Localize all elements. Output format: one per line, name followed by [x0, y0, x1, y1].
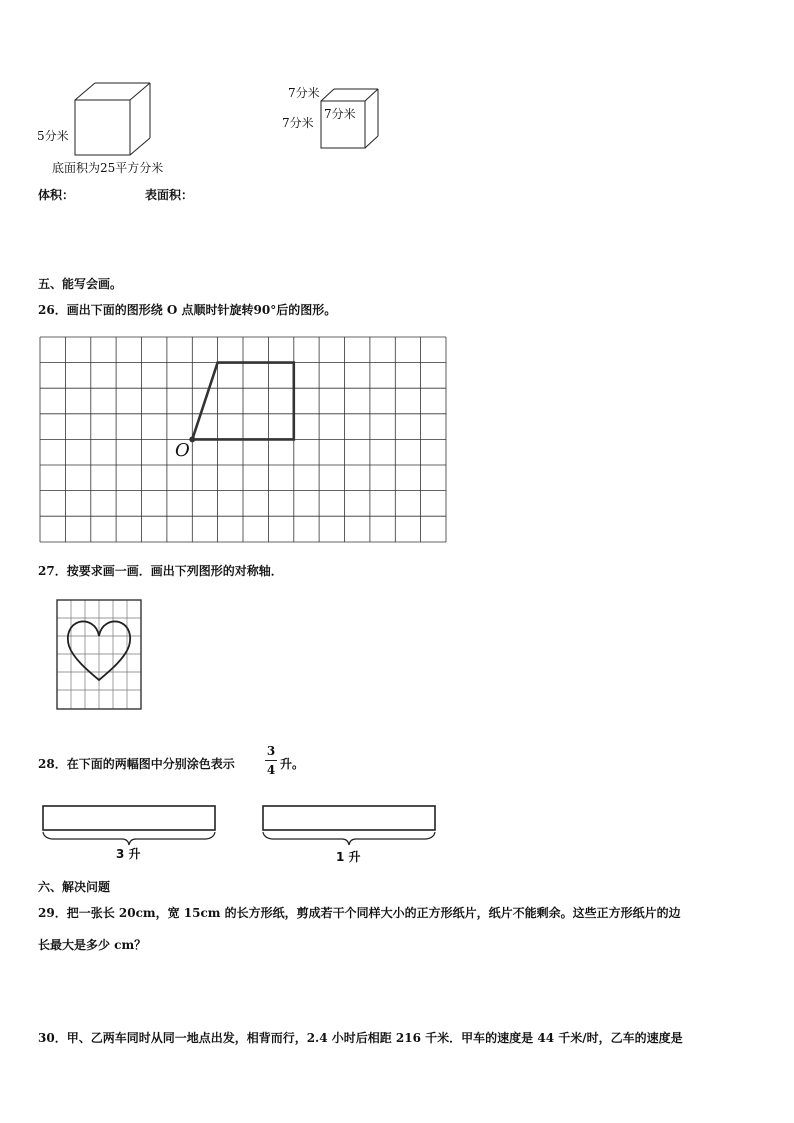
q28-fraction-denominator: 4: [266, 763, 276, 777]
volume-label: 体积：: [38, 188, 75, 202]
q26-point-label: O: [175, 440, 190, 461]
q29-line2: 长最大是多少 cm？: [38, 938, 147, 952]
q30-line1: 30．甲、乙两车同时从同一地点出发，相背而行，2.4 小时后相距 216 千米．甲车的速度是 44 千米/时，乙车的速度是: [38, 1031, 683, 1045]
q28-fraction-bar: [265, 760, 277, 761]
q26-point-o: [189, 436, 195, 442]
cube-right-front-label: 7分米: [324, 107, 356, 121]
cube-right-side-label: 7分米: [282, 116, 314, 130]
q29-line1: 29．把一张长 20cm，宽 15cm 的长方形纸，剪成若干个同样大小的正方形纸片，纸片不能剩余。这些正方形纸片的边: [38, 906, 681, 920]
section-5-title: 五、能写会画。: [38, 277, 123, 291]
q28-bar1-label: 3 升: [116, 847, 141, 861]
q28-bar-1-liter: [262, 805, 438, 847]
q26-grid: [40, 337, 448, 544]
cube-right-top-label: 7分米: [288, 86, 320, 100]
q28-bar2-label: 1 升: [336, 850, 361, 864]
q26-text: 26．画出下面的图形绕 O 点顺时针旋转90°后的图形。: [38, 303, 337, 317]
cube-left-figure: [70, 80, 160, 160]
q28-fraction-numerator: 3: [266, 744, 276, 758]
q27-text: 27．按要求画一画．画出下列图形的对称轴．: [38, 564, 283, 578]
cube-left-base-caption: 底面积为25平方分米: [52, 161, 164, 175]
surface-area-label: 表面积：: [145, 188, 194, 202]
q28-text-after: 升。: [280, 757, 305, 771]
q27-heart-grid: [57, 600, 143, 712]
q28-text-before: 28．在下面的两幅图中分别涂色表示: [38, 757, 235, 771]
cube-left-side-label: 5分米: [37, 129, 69, 143]
q28-bar-3-liters: [42, 805, 218, 847]
section-6-title: 六、解决问题: [38, 880, 111, 894]
